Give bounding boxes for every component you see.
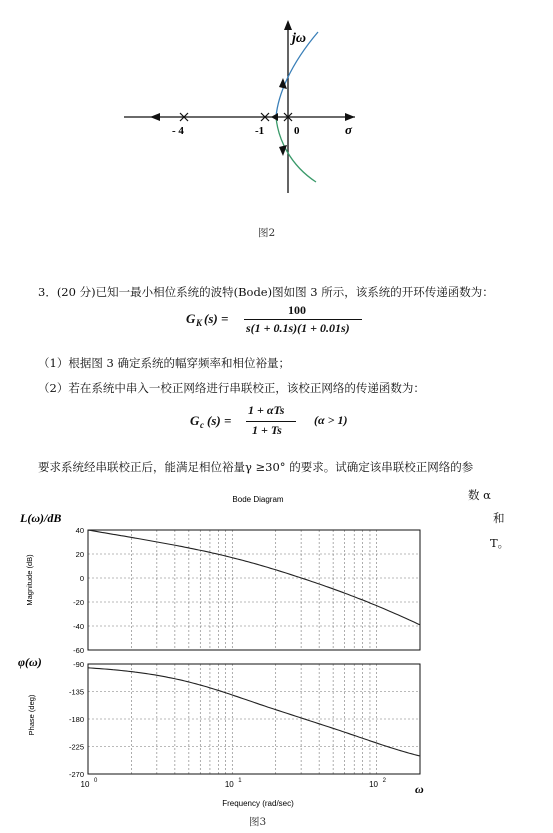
magnitude-tick-label: -60 <box>73 646 84 655</box>
real-axis-locus-arrow <box>150 113 160 121</box>
phase-tick-label: -225 <box>68 742 84 752</box>
breakaway-arrow-left <box>271 113 278 121</box>
phase-grid <box>88 664 420 774</box>
frequency-axis-label: Frequency (rad/sec) <box>222 799 294 808</box>
imag-axis-label: jω <box>292 31 307 46</box>
plant-tf-fraction-bar <box>244 319 362 320</box>
omega-end-label: ω <box>415 782 424 796</box>
phase-axis-label: Phase (deg) <box>27 694 36 736</box>
plant-tf-numerator: 100 <box>288 303 306 317</box>
figure2-caption: 图2 <box>258 227 276 239</box>
compensator-transfer-function <box>190 403 390 439</box>
frequency-tick-exponent: 0 <box>94 778 98 784</box>
side-text-2: 和 <box>493 511 505 525</box>
comp-tf-condition: (α > 1) <box>314 413 348 427</box>
tick-label-zero: 0 <box>294 125 300 137</box>
tick-label-minus4: - 4 <box>172 125 184 137</box>
magnitude-tick-labels <box>73 526 84 655</box>
frequency-tick-label: 10 <box>80 780 90 789</box>
figure3-caption: 图3 <box>249 816 267 828</box>
comp-tf-numerator: 1 + αTs <box>248 403 285 417</box>
real-axis-arrow <box>345 113 355 121</box>
tick-label-minus1: -1 <box>255 125 265 137</box>
problem3-part2: （2）若在系统中串入一校正网络进行串联校正，该校正网络的传递函数为： <box>38 381 425 395</box>
plant-tf-denominator: s(1 + 0.1s)(1 + 0.01s) <box>246 321 350 335</box>
magnitude-tick-label: -40 <box>73 622 84 631</box>
plant-tf-sub: K <box>196 318 203 328</box>
plant-transfer-function <box>186 303 386 337</box>
plant-tf-arg: (s) = <box>204 311 229 326</box>
side-text-1: 数 α <box>468 488 491 502</box>
frequency-tick-exponent: 2 <box>382 778 386 784</box>
imag-axis-arrow <box>284 20 292 30</box>
root-locus-figure <box>0 0 553 250</box>
side-text-3: T。 <box>490 536 510 550</box>
real-axis-label: σ <box>345 122 353 137</box>
frequency-tick-label: 10 <box>224 780 234 789</box>
magnitude-math-label: L(ω)/dB <box>20 511 62 525</box>
plant-tf-lhs: G <box>186 311 196 326</box>
comp-tf-lhs: G <box>190 413 200 428</box>
phase-tick-labels <box>69 660 84 779</box>
magnitude-tick-label: 0 <box>79 574 84 583</box>
comp-tf-denominator: 1 + Ts <box>252 423 282 437</box>
frequency-tick-labels <box>81 778 387 789</box>
phase-tick-label: -135 <box>68 687 84 697</box>
bode-diagram <box>0 490 460 815</box>
phase-math-label: φ(ω) <box>18 655 42 669</box>
problem3-part1: （1）根据图 3 确定系统的幅穿频率和相位裕量； <box>38 356 290 370</box>
problem3-requirement: 要求系统经串联校正后，能满足相位裕量γ ≥30° 的要求。试确定该串联校正网络的参 <box>38 460 474 474</box>
bode-title: Bode Diagram <box>232 495 284 504</box>
frequency-tick-exponent: 1 <box>238 778 242 784</box>
problem3-intro: 3．(20 分)已知一最小相位系统的波特(Bode)图如图 3 所示，该系统的开环传递函数为： <box>38 285 494 299</box>
magnitude-tick-label: 20 <box>75 550 84 559</box>
magnitude-tick-label: 40 <box>75 526 84 535</box>
locus-arrow-upper <box>279 78 287 89</box>
comp-tf-sub: c <box>200 420 204 430</box>
magnitude-tick-label: -20 <box>73 598 84 607</box>
comp-tf-fraction-bar <box>246 421 296 422</box>
frequency-tick-label: 10 <box>369 780 379 789</box>
magnitude-grid <box>88 530 420 650</box>
magnitude-axis-label: Magnitude (dB) <box>25 554 34 606</box>
comp-tf-arg: (s) = <box>207 413 232 428</box>
phase-tick-label: -180 <box>68 715 84 724</box>
phase-tick-label: -90 <box>73 660 84 669</box>
phase-tick-label: -270 <box>68 770 84 779</box>
